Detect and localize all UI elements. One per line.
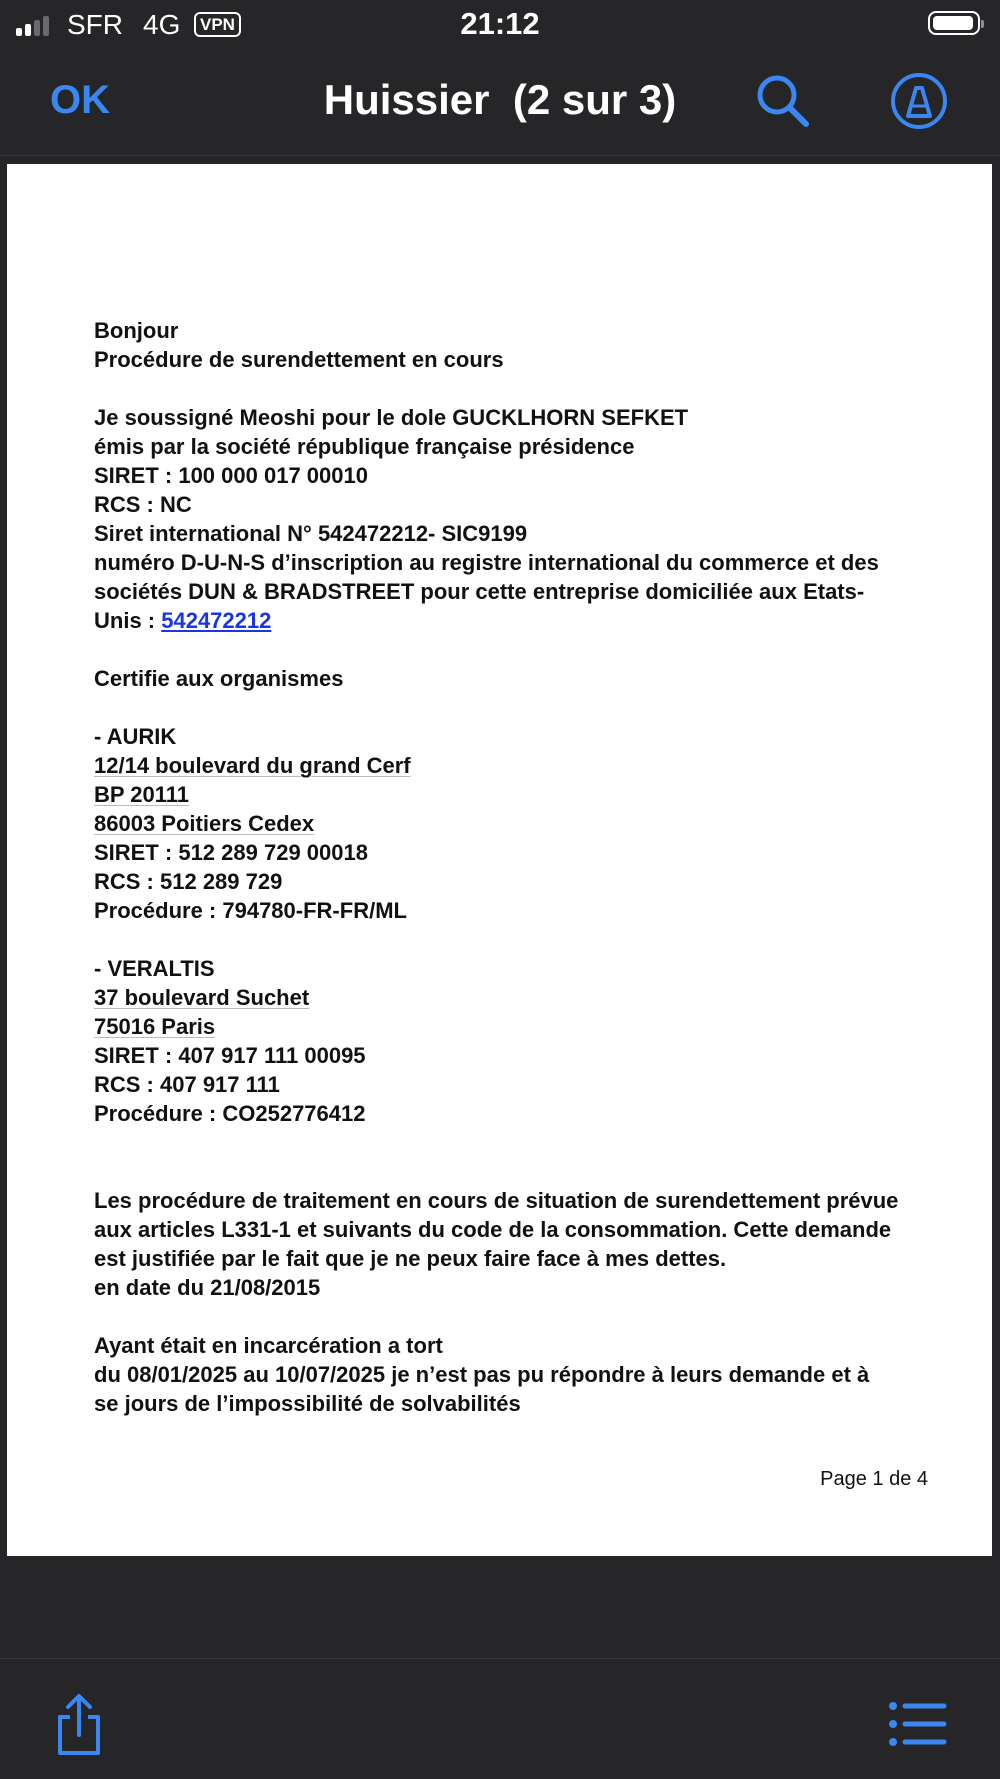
doc-line: Les procédure de traitement en cours de situation de surendettement prévue (94, 1188, 899, 1213)
bottom-toolbar (0, 1658, 1000, 1779)
list-button[interactable] (888, 1701, 948, 1747)
org2-name: - VERALTIS (94, 956, 215, 981)
org2-siret: SIRET : 407 917 111 00095 (94, 1043, 366, 1068)
vpn-badge: VPN (194, 12, 241, 37)
org1-name: - AURIK (94, 724, 177, 749)
doc-line: numéro D-U-N-S d’inscription au registre international du commerce et des (94, 550, 879, 575)
doc-line: sociétés DUN & BRADSTREET pour cette entreprise domiciliée aux Etats- (94, 579, 865, 604)
org1-siret: SIRET : 512 289 729 00018 (94, 840, 368, 865)
network-type: 4G (143, 9, 181, 40)
duns-prefix: Unis : (94, 608, 162, 633)
doc-certifie: Certifie aux organismes (94, 666, 344, 691)
org2-address-2[interactable]: 75016 Paris (94, 1014, 216, 1039)
page-number: Page 1 de 4 (820, 1468, 928, 1490)
doc-line: émis par la société république française présidence (94, 434, 635, 459)
share-button[interactable] (52, 1693, 106, 1757)
org2-procedure: Procédure : CO252776412 (94, 1101, 366, 1126)
markup-button[interactable] (890, 72, 948, 130)
doc-subject: Procédure de surendettement en cours (94, 347, 504, 372)
share-icon (52, 1693, 106, 1757)
org1-rcs: RCS : 512 289 729 (94, 869, 283, 894)
doc-line: Ayant était en incarcération a tort (94, 1333, 443, 1358)
org1-address-2[interactable]: BP 20111 (94, 782, 190, 807)
list-icon (888, 1701, 948, 1747)
doc-line: SIRET : 100 000 017 00010 (94, 463, 368, 488)
markup-pen-icon (890, 72, 948, 130)
battery-icon (928, 11, 980, 35)
org1-procedure: Procédure : 794780-FR-FR/ML (94, 898, 407, 923)
doc-duns-line (94, 606, 924, 635)
page-title: Huissier (2 sur 3) (323, 76, 677, 123)
search-icon (754, 72, 812, 130)
search-button[interactable] (754, 72, 812, 130)
doc-line: Siret international N° 542472212- SIC9199 (94, 521, 528, 546)
org2-rcs: RCS : 407 917 111 (94, 1072, 280, 1097)
document-page[interactable] (7, 164, 992, 1556)
doc-line: aux articles L331-1 et suivants du code de la consommation. Cette demande (94, 1217, 892, 1242)
ok-button[interactable]: OK (50, 78, 110, 122)
doc-line: en date du 21/08/2015 (94, 1275, 321, 1300)
carrier-name: SFR (67, 9, 123, 40)
doc-line: Je soussigné Meoshi pour le dole GUCKLHORN SEFKET (94, 405, 689, 430)
org2-address-1[interactable]: 37 boulevard Suchet (94, 985, 310, 1010)
duns-link[interactable]: 542472212 (161, 608, 272, 633)
status-bar (0, 0, 1000, 50)
org1-address-3[interactable]: 86003 Poitiers Cedex (94, 811, 315, 836)
org1-address-1[interactable]: 12/14 boulevard du grand Cerf (94, 753, 411, 778)
document-body (94, 316, 924, 1418)
doc-line: RCS : NC (94, 492, 192, 517)
navigation-bar (0, 50, 1000, 156)
doc-line: est justifiée par le fait que je ne peux faire face à mes dettes. (94, 1246, 727, 1271)
doc-line: se jours de l’impossibilité de solvabilités (94, 1391, 521, 1416)
doc-line: du 08/01/2025 au 10/07/2025 je n’est pas pu répondre à leurs demande et à (94, 1362, 870, 1387)
doc-greeting: Bonjour (94, 318, 179, 343)
status-time: 21:12 (460, 6, 540, 41)
